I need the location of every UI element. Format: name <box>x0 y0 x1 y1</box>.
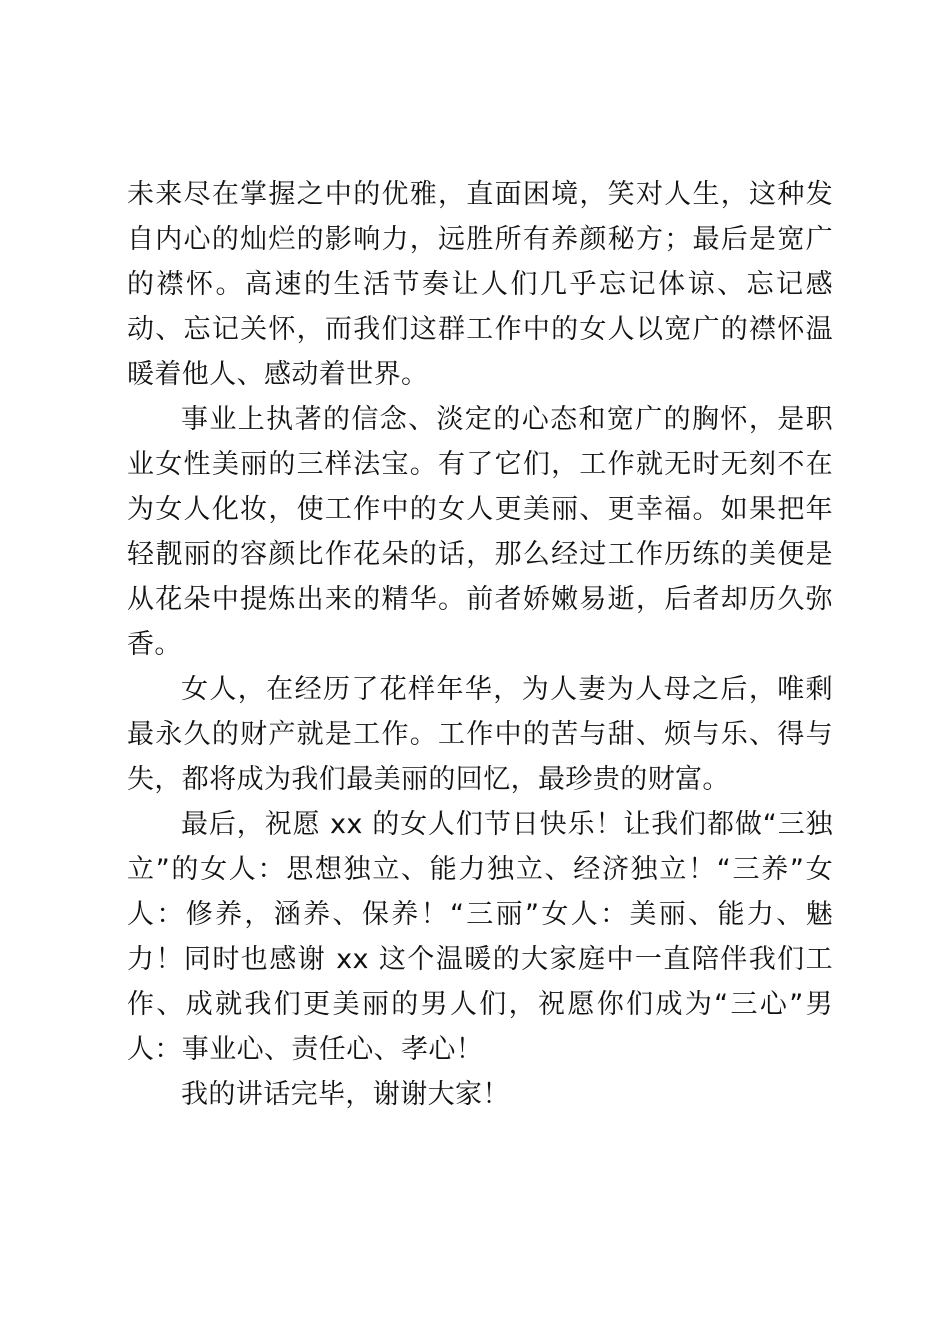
document-body <box>127 172 833 1117</box>
paragraph-4: 最后，祝愿 xx 的女人们节日快乐！让我们都做“三独立”的女人：思想独立、能力独立、经济独立！“三养”女人：修养，涵养、保养！“三丽”女人：美丽、能力、魅力！同时也感谢 xx 这个温暖的大家庭中一直陪伴我们工作、成就我们更美丽的男人们，祝愿你们成为“三心”男人：事业心、责任心、孝心！ <box>127 809 833 1065</box>
paragraph-5-closing: 我的讲话完毕，谢谢大家！ <box>181 1079 510 1110</box>
paragraph-1: 未来尽在掌握之中的优雅，直面困境，笑对人生，这种发自内心的灿烂的影响力，远胜所有养颜秘方；最后是宽广的襟怀。高速的生活节奏让人们几乎忘记体谅、忘记感动、忘记关怀，而我们这群工作中的女人以宽广的襟怀温暖着他人、感动着世界。 <box>127 179 833 390</box>
paragraph-2: 事业上执著的信念、淡定的心态和宽广的胸怀，是职业女性美丽的三样法宝。有了它们，工作就无时无刻不在为女人化妆，使工作中的女人更美丽、更幸福。如果把年轻靓丽的容颜比作花朵的话，那么经过工作历练的美便是从花朵中提炼出来的精华。前者娇嫩易逝，后者却历久弥香。 <box>127 404 833 660</box>
paragraph-3: 女人，在经历了花样年华，为人妻为人母之后，唯剩最永久的财产就是工作。工作中的苦与甜、烦与乐、得与失，都将成为我们最美丽的回忆，最珍贵的财富。 <box>127 674 833 795</box>
